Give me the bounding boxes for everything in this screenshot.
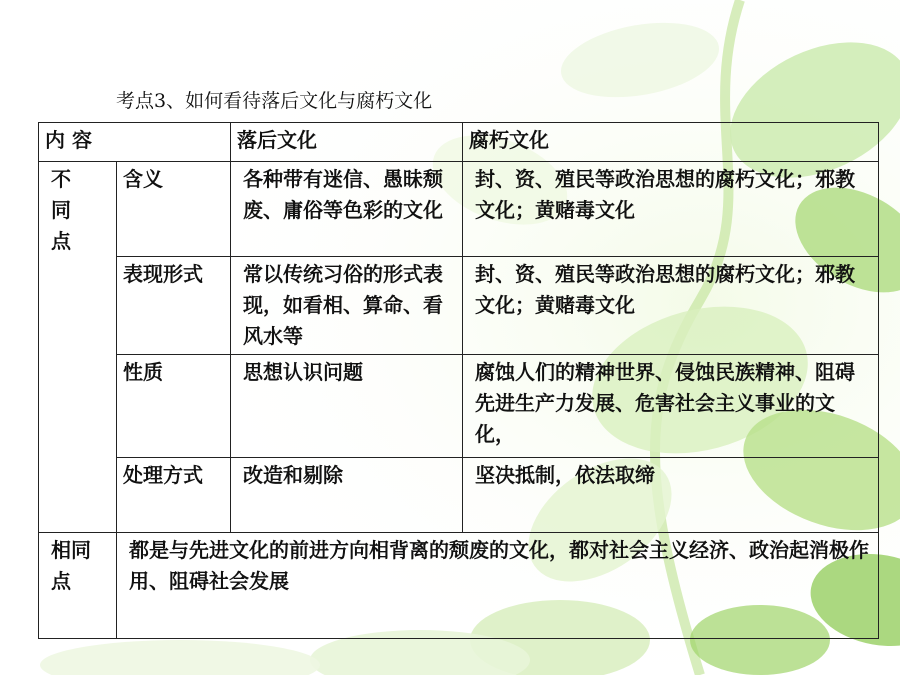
aspect-nature: 性质 <box>117 355 231 458</box>
backward-handling: 改造和剔除 <box>231 458 463 533</box>
table-row <box>39 355 879 458</box>
backward-form: 常以传统习俗的形式表现，如看相、算命、看风水等 <box>231 257 463 355</box>
table-row <box>39 162 879 257</box>
decadent-meaning: 封、资、殖民等政治思想的腐朽文化；邪教文化；黄赌毒文化 <box>463 162 879 257</box>
group-label-different <box>39 162 117 533</box>
table-row <box>39 257 879 355</box>
different-points-label: 不同点 <box>51 167 71 253</box>
group-label-same <box>39 533 117 639</box>
table-row-same <box>39 533 879 639</box>
header-content: 内 容 <box>39 123 231 162</box>
same-points-text: 都是与先进文化的前进方向相背离的颓废的文化，都对社会主义经济、政治起消极作用、阻碍社会发展 <box>117 533 879 639</box>
header-decadent-culture: 腐朽文化 <box>463 123 879 162</box>
backward-meaning: 各种带有迷信、愚昧颓废、庸俗等色彩的文化 <box>231 162 463 257</box>
backward-nature: 思想认识问题 <box>231 355 463 458</box>
page-title: 考点3、如何看待落后文化与腐朽文化 <box>116 90 433 112</box>
aspect-handling: 处理方式 <box>117 458 231 533</box>
table-header-row <box>39 123 879 162</box>
header-backward-culture: 落后文化 <box>231 123 463 162</box>
table-row <box>39 458 879 533</box>
aspect-meaning: 含义 <box>117 162 231 257</box>
comparison-table <box>38 122 879 639</box>
same-points-label: 相同点 <box>51 538 91 593</box>
decadent-handling: 坚决抵制，依法取缔 <box>463 458 879 533</box>
aspect-form: 表现形式 <box>117 257 231 355</box>
decadent-nature: 腐蚀人们的精神世界、侵蚀民族精神、阻碍先进生产力发展、危害社会主义事业的文化， <box>463 355 879 458</box>
decadent-form: 封、资、殖民等政治思想的腐朽文化；邪教文化；黄赌毒文化 <box>463 257 879 355</box>
